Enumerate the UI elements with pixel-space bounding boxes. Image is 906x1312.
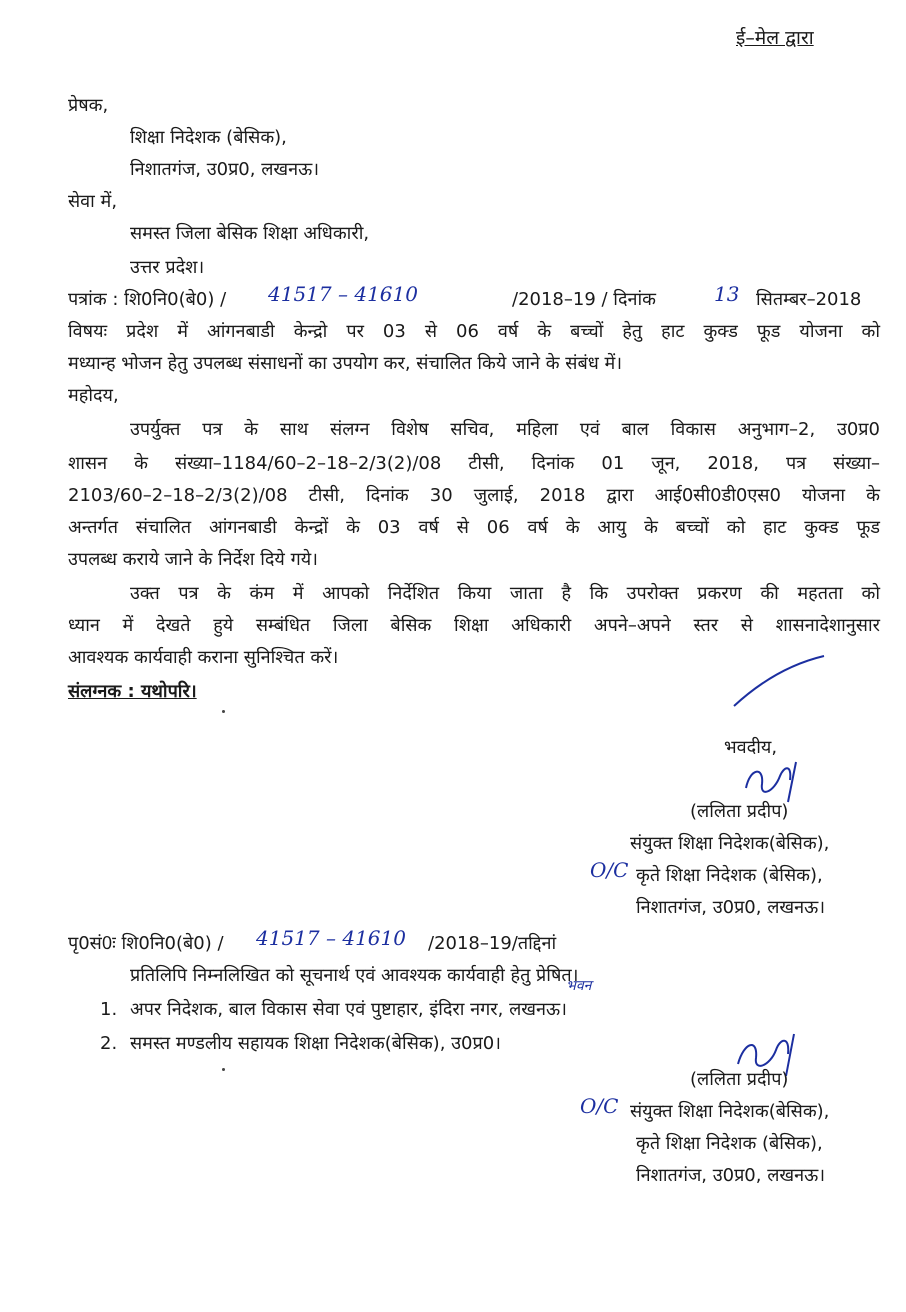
para1-line-5: उपलब्ध कराये जाने के निर्देश दिये गये।: [68, 549, 318, 570]
signatory-name-1: (ललिता प्रदीप): [690, 801, 789, 822]
copy-item-text-2: समस्त मण्डलीय सहायक शिक्षा निदेशक(बेसिक), उ0प्र0।: [130, 1033, 501, 1054]
salutation: महोदय,: [68, 385, 119, 406]
pen-stroke-mark: [730, 650, 830, 710]
pen-stroke-path: [734, 656, 824, 706]
para1-line-3: 2103/60–2–18–2/3(2)/08 टीसी, दिनांक 30 जुलाई, 2018 द्वारा आई0सी0डी0एस0 योजना के: [68, 485, 880, 506]
sender-line-1: शिक्षा निदेशक (बेसिक),: [130, 127, 287, 148]
copy-item-text-1: अपर निदेशक, बाल विकास सेवा एवं पुष्टाहार, इंदिरा नगर, लखनऊ।: [130, 999, 567, 1020]
reference-month-year: सितम्बर–2018: [756, 289, 862, 310]
copy-handwritten-number: 41517 – 41610: [256, 926, 406, 950]
enclosure-note: संलग्नक : यथोपरि।: [68, 681, 197, 702]
signatory-designation-2: संयुक्त शिक्षा निदेशक(बेसिक),: [630, 1101, 830, 1122]
para1-line-1: उपर्युक्त पत्र के साथ संलग्न विशेष सचिव, महिला एवं बाल विकास अनुभाग–2, उ0प्र0: [130, 419, 880, 440]
closing-yours: भवदीय,: [724, 737, 778, 758]
signature-1-scribble: [740, 758, 810, 804]
recipient-label: सेवा में,: [68, 191, 118, 212]
dispatch-mode: ई–मेल द्वारा: [736, 27, 814, 49]
handwritten-insert-word: भवन: [566, 978, 592, 994]
subject-line-1: विषयः प्रदेश में आंगनबाडी केन्द्रो पर 03 से 06 वर्ष के बच्चों हेतु हाट कुक्ड फूड योजना को: [68, 321, 880, 342]
recipient-line-2: उत्तर प्रदेश।: [130, 257, 205, 278]
handwritten-oc-mark-1: O/C: [590, 858, 629, 882]
signatory-name-2: (ललिता प्रदीप): [690, 1069, 789, 1090]
para1-line-4: अन्तर्गत संचालित आंगनबाडी केन्द्रों के 03 वर्ष से 06 वर्ष के आयु के बच्चों को हाट कुक्ड फूड: [68, 517, 880, 538]
para1-line-2: शासन के संख्या–1184/60–2–18–2/3(2)/08 टीसी, दिनांक 01 जून, 2018, पत्र संख्या–: [68, 453, 880, 474]
para2-line-3: आवश्यक कार्यवाही कराना सुनिश्चित करें।: [68, 647, 339, 668]
copy-intro: प्रतिलिपि निम्नलिखित को सूचनार्थ एवं आवश्यक कार्यवाही हेतु प्रेषित।: [130, 965, 579, 986]
copy-reference-prefix: पृ0सं0ः शि0नि0(बे0) /: [68, 933, 224, 954]
scan-speck: [222, 710, 225, 713]
reference-year: /2018–19 / दिनांक: [512, 289, 656, 310]
recipient-line-1: समस्त जिला बेसिक शिक्षा अधिकारी,: [130, 223, 370, 244]
copy-item-number-2: 2.: [100, 1033, 118, 1054]
copy-reference-suffix: /2018–19/तद्दिनां: [428, 933, 557, 954]
signatory-on-behalf-2: कृते शिक्षा निदेशक (बेसिक),: [636, 1133, 823, 1154]
para2-line-2: ध्यान में देखते हुये सम्बंधित जिला बेसिक शिक्षा अधिकारी अपने–अपने स्तर से शासनादेशानुसार: [68, 615, 880, 636]
subject-line-2: मध्यान्ह भोजन हेतु उपलब्ध संसाधनों का उपयोग कर, संचालित किये जाने के संबंध में।: [68, 353, 623, 374]
signatory-address-1: निशातगंज, उ0प्र0, लखनऊ।: [636, 897, 826, 918]
handwritten-oc-mark-2: O/C: [580, 1094, 619, 1118]
signatory-on-behalf-1: कृते शिक्षा निदेशक (बेसिक),: [636, 865, 823, 886]
signatory-address-2: निशातगंज, उ0प्र0, लखनऊ।: [636, 1165, 826, 1186]
signature-1-path: [746, 762, 796, 802]
signatory-designation-1: संयुक्त शिक्षा निदेशक(बेसिक),: [630, 833, 830, 854]
handwritten-letter-number: 41517 – 41610: [268, 282, 418, 306]
copy-item-number-1: 1.: [100, 999, 118, 1020]
para2-line-1: उक्त पत्र के कंम में आपको निर्देशित किया जाता है कि उपरोक्त प्रकरण की महतता को: [130, 583, 880, 604]
sender-label: प्रेषक,: [68, 95, 109, 116]
sender-line-2: निशातगंज, उ0प्र0, लखनऊ।: [130, 159, 320, 180]
reference-prefix: पत्रांक : शि0नि0(बे0) /: [68, 289, 227, 310]
handwritten-date-day: 13: [714, 282, 740, 306]
scan-speck: [222, 1068, 225, 1071]
